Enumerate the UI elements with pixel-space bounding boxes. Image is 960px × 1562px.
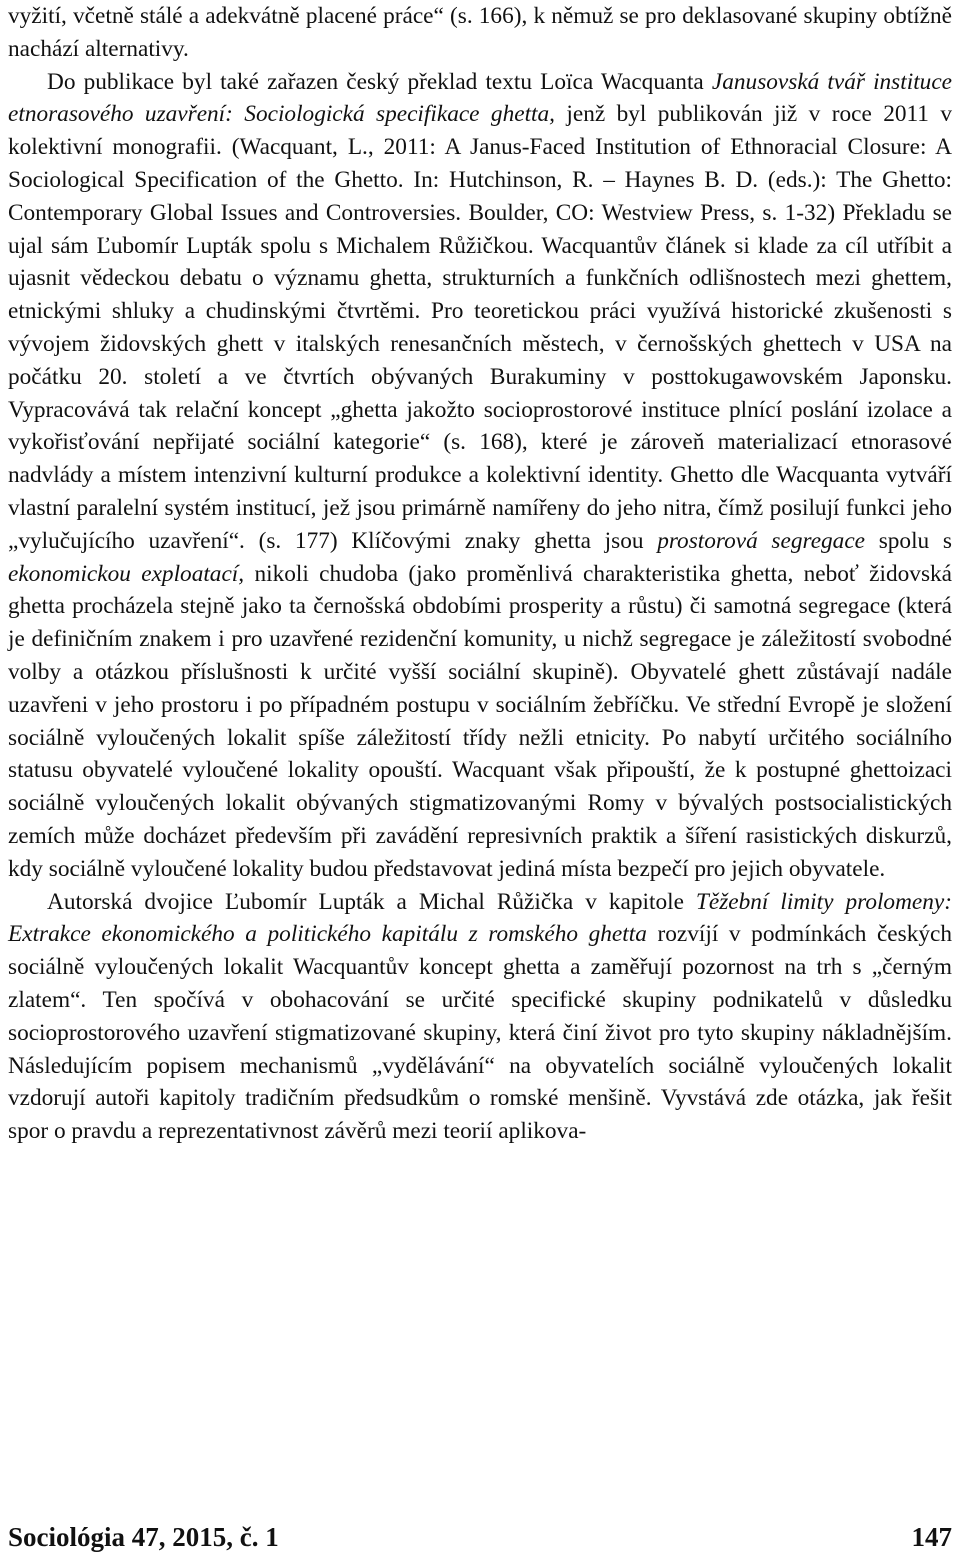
italic-text: ekonomickou exploatací, xyxy=(8,560,245,587)
journal-citation: Sociológia 47, 2015, č. 1 xyxy=(8,1522,279,1552)
document-page xyxy=(8,0,952,1148)
page-number: 147 xyxy=(911,1522,952,1552)
paragraph-2 xyxy=(8,66,952,886)
text-run: jenž byl publikován již v roce 2011 v kolektivní monografii. (Wacquant, L., 2011: A Janus-Faced Institution of Ethnoracial Closure: A Sociological Specification of the Ghetto. In: Hutchinson, R. – Haynes B. D. (eds.): The Ghetto: Contemporary Global Issues and Controversies. Boulder, CO: Westview Press, s. 1-32) Překladu se ujal sám Ľubomír Lupták spolu s Michalem Růžičkou. Wacquantův článek si klade za cíl utříbit a ujasnit vědeckou debatu o významu ghetta, strukturních a funkčních odlišnostech mezi ghettem, etnickými shluky a chudinskými čtvrtěmi. Pro teoretickou práci využívá historické zkušenosti s vývojem židovských ghett v italských renesančních městech, v černošských ghettech v USA na počátku 20. století a ve čtvrtích obývaných Burakuminy v posttokugawovském Japonsku. Vypracovává tak relační koncept „ghetta jakožto socioprostorové instituce plnící poslání izolace a vykořisťování nepřijaté sociální kategorie“ (s. 168), které je zároveň materializací etnorasové nadvlády a místem intenzivní kulturní produkce a kolektivní identity. Ghetto dle Wacquanta vytváří vlastní paralelní systém institucí, jež jsou primárně namířeny do jeho nitra, čímž posilují funkci jeho „vylučujícího uzavření“. (s. 177) Klíčovými znaky ghetta jsou xyxy=(8,101,952,554)
page-footer xyxy=(8,1522,952,1553)
text-run: rozvíjí v podmínkách českých sociálně vyloučených lokalit Wacquantův koncept ghetta a zaměřují pozornost na trh s „černým zlatem“. Ten spočívá v obohacování se určité specifické skupiny podnikatelů v důsledku socioprostorového uzavření stigmatizované skupiny, která činí život pro tyto skupiny nákladnějším. Následujícím popisem mechanismů „vydělávání“ na obyvatelích sociálně vyloučených lokalit vzdorují autoři kapitoly tradičním předsudkům o romské menšině. Vyvstává zde otázka, jak řešit spor o pravdu a reprezentativnost závěrů mezi teorií aplikova- xyxy=(8,921,952,1145)
text-run: nikoli chudoba (jako proměnlivá charakteristika ghetta, neboť židovská ghetta procházela stejně jako ta černošská obdobími prosperity a růstu) či samotná segregace (která je definičním znakem i pro uzavřené rezidenční komunity, u nichž segregace je záležitostí svobodné volby a otázkou příslušnosti k určité vyšší sociální skupině). Obyvatelé ghett zůstávají nadále uzavřeni v jeho prostoru i po případném postupu v sociálním žebříčku. Ve střední Evropě je složení sociálně vyloučených lokalit spíše záležitostí třídy nežli etnicity. Po nabytí určitého sociálního statusu obyvatelé vyloučené lokality opouští. Wacquant však připouští, že k postupné ghettoizaci sociálně vyloučených lokalit obývaných stigmatizovanými Romy v bývalých postsocialistických zemích může docházet především při zavádění represivních praktik a šíření rasistických diskurzů, kdy sociálně vyloučené lokality budou představovat jediná místa bezpečí pro jejich obyvatele. xyxy=(8,560,952,882)
paragraph-3 xyxy=(8,886,952,1148)
text-run: Do publikace byl také zařazen český překlad textu Loïca Wacquanta xyxy=(47,68,712,95)
text-run: Autorská dvojice Ľubomír Lupták a Michal Růžička v kapitole xyxy=(47,888,696,915)
paragraph-1: vyžití, včetně stálé a adekvátně placené práce“ (s. 166), k němuž se pro deklasované skupiny obtížně nachází alternativy. xyxy=(8,3,952,62)
italic-text: Těžební limity prolomeny: Extrakce ekonomického a politického kapitálu z romského ghetta xyxy=(8,888,952,948)
text-run: spolu s xyxy=(865,527,952,554)
italic-text: prostorová segregace xyxy=(657,527,866,554)
italic-text: Janusovská tvář instituce etnorasového uzavření: Sociologická specifikace ghetta, xyxy=(8,68,953,128)
